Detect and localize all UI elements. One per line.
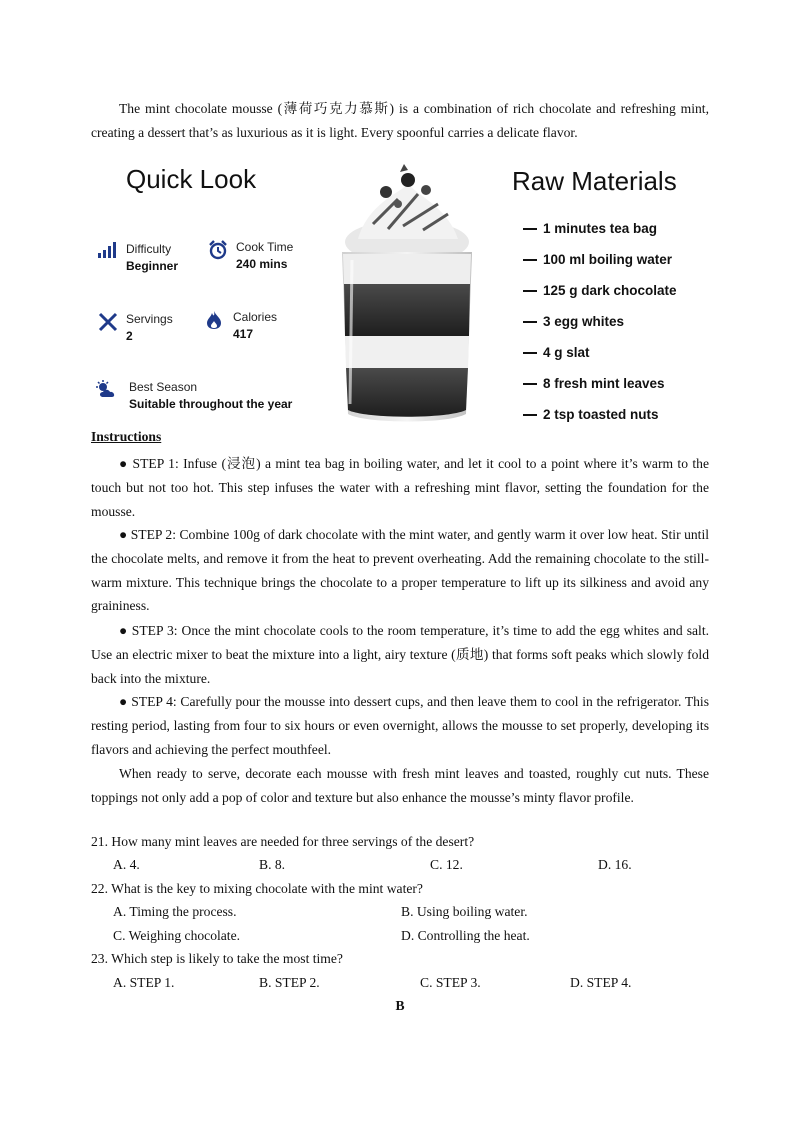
material-item: 3 egg whites	[523, 311, 677, 342]
sun-cloud-icon	[95, 380, 119, 398]
difficulty-stat	[126, 242, 178, 273]
cook-time-stat	[236, 240, 293, 271]
quick-look-title: Quick Look	[126, 164, 257, 194]
q21-option-d[interactable]: D. 16.	[598, 857, 632, 872]
difficulty-value: Beginner	[126, 259, 179, 273]
question-22: 22. What is the key to mixing chocolate with the mint water?	[91, 881, 423, 896]
material-item: 100 ml boiling water	[523, 249, 677, 280]
q22-option-c[interactable]: C. Weighing chocolate.	[113, 928, 241, 943]
mousse-dessert-image	[328, 164, 486, 426]
q23-option-a[interactable]: A. STEP 1.	[113, 975, 175, 990]
serve-paragraph: When ready to serve, decorate each mousse with fresh mint leaves and toasted, roughly cut nuts. These toppings not only add a pop of color and texture but also enhance the mousse’s minty flavor profile.	[91, 766, 709, 805]
servings-stat	[126, 312, 173, 343]
material-item: 125 g dark chocolate	[523, 280, 677, 311]
question-23: 23. Which step is likely to take the most time?	[91, 951, 343, 966]
intro-paragraph: The mint chocolate mousse (薄荷巧克力慕斯) is a combination of rich chocolate and refreshing mint, creating a dessert that’s as luxurious as it is light. Every spoonful carries a delicate flavor.	[91, 101, 709, 140]
signal-bars-icon	[98, 242, 118, 258]
q23-option-c[interactable]: C. STEP 3.	[420, 975, 481, 990]
q22-option-a[interactable]: A. Timing the process.	[113, 904, 237, 919]
step-3-paragraph: ● STEP 3: Once the mint chocolate cools to the room temperature, it’s time to add the egg whites and salt. Use an electric mixer to beat the mixture into a light, airy texture (质地) that forms soft peaks which slowly fold back into the mixture.	[91, 623, 709, 686]
q21-option-b[interactable]: B. 8.	[259, 857, 286, 872]
season-value: Suitable throughout the year	[129, 397, 293, 411]
dash-icon	[523, 228, 537, 230]
section-label: B	[395, 998, 405, 1013]
material-item: 2 tsp toasted nuts	[523, 404, 677, 435]
season-label: Best Season	[129, 380, 198, 394]
material-item: 1 minutes tea bag	[523, 218, 677, 249]
instructions-heading: Instructions	[91, 429, 162, 444]
q21-option-a[interactable]: A. 4.	[113, 857, 140, 872]
q23-option-b[interactable]: B. STEP 2.	[259, 975, 320, 990]
q22-option-b[interactable]: B. Using boiling water.	[401, 904, 528, 919]
q22-option-d[interactable]: D. Controlling the heat.	[401, 928, 530, 943]
alarm-clock-icon	[208, 240, 228, 260]
utensils-icon	[98, 312, 118, 332]
cook-time-label: Cook Time	[236, 240, 294, 254]
question-21: 21. How many mint leaves are needed for three servings of the desert?	[91, 834, 475, 849]
dash-icon	[523, 290, 537, 292]
q21-option-c[interactable]: C. 12.	[430, 857, 463, 872]
step-4-paragraph: ● STEP 4: Carefully pour the mousse into dessert cups, and then leave them to cool in the refrigerator. This resting period, lasting from four to six hours or even overnight, allows the mousse to set properly, developing its flavors and achieving the perfect mouthfeel.	[91, 694, 709, 757]
dash-icon	[523, 383, 537, 385]
material-item: 8 fresh mint leaves	[523, 373, 677, 404]
calories-label: Calories	[233, 310, 278, 324]
raw-materials-list	[523, 218, 677, 435]
difficulty-label: Difficulty	[126, 242, 172, 256]
recipe-infographic	[88, 160, 718, 428]
flame-icon	[205, 310, 223, 330]
dash-icon	[523, 352, 537, 354]
dash-icon	[523, 414, 537, 416]
step-1-paragraph: ● STEP 1: Infuse (浸泡) a mint tea bag in boiling water, and let it cool to a point where it’s warm to the touch but not too hot. This step infuses the water with a refreshing mint flavor, setting the foundation for the mousse.	[91, 456, 709, 519]
servings-label: Servings	[126, 312, 173, 326]
q23-option-d[interactable]: D. STEP 4.	[570, 975, 632, 990]
dash-icon	[523, 321, 537, 323]
season-stat	[129, 380, 292, 411]
step-2-paragraph: ● STEP 2: Combine 100g of dark chocolate with the mint water, and gently warm it over low heat. Stir until the chocolate melts, and remove it from the heat to prevent overheating. Add the remaining chocolate to the still-warm mixture. This technique brings the chocolate to a proper temperature to lift up its silkiness and avoid any graininess.	[91, 527, 709, 614]
material-item: 4 g slat	[523, 342, 677, 373]
cook-time-value: 240 mins	[236, 257, 288, 271]
raw-materials-title: Raw Materials	[512, 166, 677, 196]
servings-value: 2	[126, 329, 133, 343]
dash-icon	[523, 259, 537, 261]
calories-stat	[233, 310, 277, 341]
calories-value: 417	[233, 327, 254, 341]
